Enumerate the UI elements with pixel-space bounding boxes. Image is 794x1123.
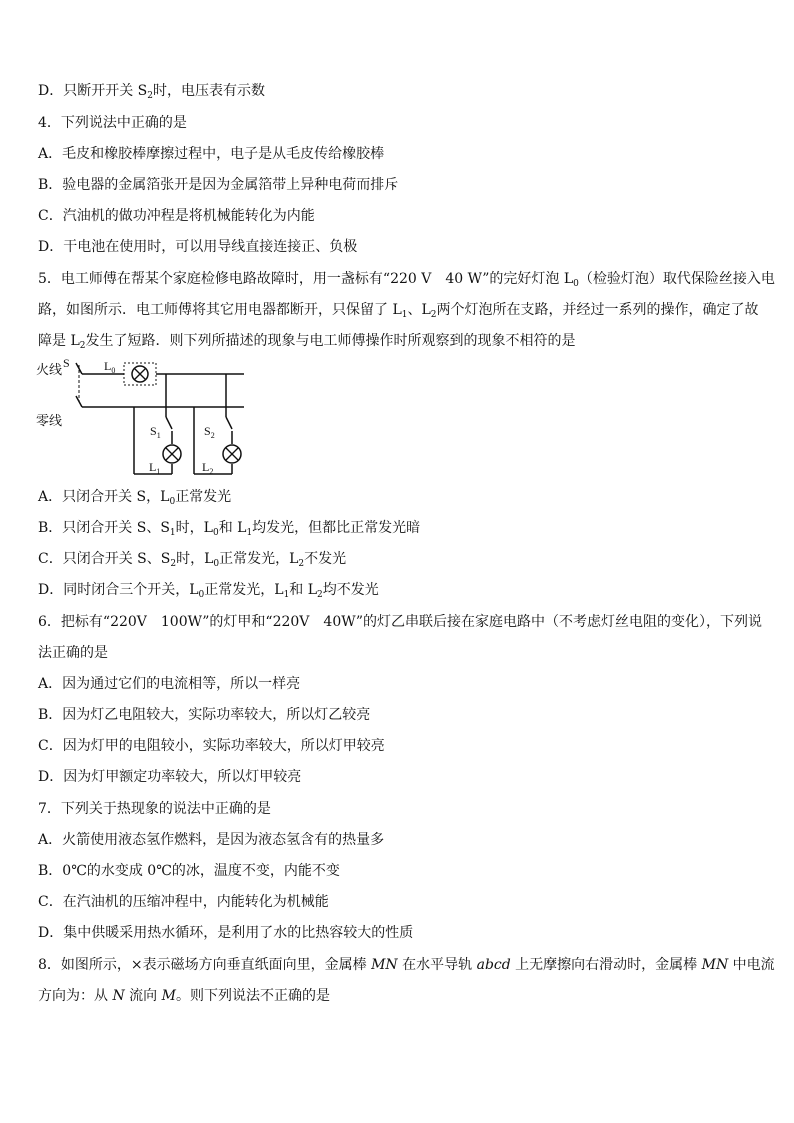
q7-option-c[interactable]: C．在汽油机的压缩冲程中，内能转化为机械能 xyxy=(38,894,329,910)
q5-option-c[interactable]: C．只闭合开关 S、$S_2$时，$L_0$正常发光，$L_2$不发光 xyxy=(38,551,347,569)
q4-option-b[interactable]: B．验电器的金属箔张开是因为金属箔带上异种电荷而排斥 xyxy=(38,177,399,193)
q7-option-a[interactable]: A．火箭使用液态氢作燃料，是因为液态氢含有的热量多 xyxy=(38,832,385,848)
main-switch-label: S xyxy=(63,356,70,370)
q5-stem-line3: 障是 $L_2$发生了短路．则下列所描述的现象与电工师傅操作时所观察到的现象不相符的是 xyxy=(38,333,576,351)
lamp-l0-label: $L_0$ xyxy=(104,359,116,375)
q5-stem-line1: 5．电工师傅在帮某个家庭检修电路故障时，用一盏标有“220 V 40 W”的完好灯泡 $L_0$（检验灯泡）取代保险丝接入电 xyxy=(38,271,775,289)
q4-option-c[interactable]: C．汽油机的做功冲程是将机械能转化为内能 xyxy=(38,208,315,224)
q5-stem-line2: 路，如图所示．电工师傅将其它用电器都断开，只保留了 $L_1$、$L_2$两个灯泡所在支路，并经过一系列的操作，确定了故 xyxy=(38,302,759,320)
q6-option-c[interactable]: C．因为灯甲的电阻较小，实际功率较大，所以灯甲较亮 xyxy=(38,738,385,754)
q7-option-b[interactable]: B．0℃的水变成 0℃的冰，温度不变，内能不变 xyxy=(38,863,340,879)
live-wire-label: 火线 xyxy=(36,362,63,377)
q6-option-d[interactable]: D．因为灯甲额定功率较大，所以灯甲较亮 xyxy=(38,769,302,785)
q4-option-d[interactable]: D．干电池在使用时，可以用导线直接连接正、负极 xyxy=(38,239,358,255)
lamp-l2-icon xyxy=(223,445,241,463)
q6-stem-line2: 法正确的是 xyxy=(38,645,108,661)
neutral-wire-label: 零线 xyxy=(36,413,63,428)
q6-option-a[interactable]: A．因为通过它们的电流相等，所以一样亮 xyxy=(38,676,301,692)
lamp-l1-icon xyxy=(163,445,181,463)
q4-stem: 4．下列说法中正确的是 xyxy=(38,115,187,131)
switch-s2-label: $S_2$ xyxy=(204,424,215,440)
q6-option-b[interactable]: B．因为灯乙电阻较大，实际功率较大，所以灯乙较亮 xyxy=(38,707,371,723)
q3-option-d[interactable]: D．只断开开关 $S_2$时，电压表有示数 xyxy=(38,83,265,101)
q4-option-a[interactable]: A．毛皮和橡胶棒摩擦过程中，电子是从毛皮传给橡胶棒 xyxy=(38,146,385,162)
circuit-diagram xyxy=(34,355,248,479)
q5-option-a[interactable]: A．只闭合开关 S，$L_0$正常发光 xyxy=(38,489,232,507)
q5-option-d[interactable]: D．同时闭合三个开关，$L_0$正常发光，$L_1$和 $L_2$均不发光 xyxy=(38,582,379,600)
lamp-l1-label: $L_1$ xyxy=(149,460,161,476)
switch-s1-label: $S_1$ xyxy=(150,424,161,440)
q7-option-d[interactable]: D．集中供暖采用热水循环，是利用了水的比热容较大的性质 xyxy=(38,925,414,941)
lamp-l0-icon xyxy=(132,366,148,382)
lamp-l2-label: $L_2$ xyxy=(202,460,214,476)
q8-stem-line1: 8．如图所示，×表示磁场方向垂直纸面向里，金属棒 MN 在水平导轨 abcd 上无摩擦向右滑动时，金属棒 MN 中电流 xyxy=(38,957,775,973)
q5-option-b[interactable]: B．只闭合开关 S、$S_1$时，$L_0$和 $L_1$均发光，但都比正常发光暗 xyxy=(38,520,421,538)
q8-stem-line2: 方向为：从 N 流向 M。则下列说法不正确的是 xyxy=(38,988,330,1004)
q6-stem-line1: 6．把标有“220V 100W”的灯甲和“220V 40W”的灯乙串联后接在家庭电路中（不考虑灯丝电阻的变化），下列说 xyxy=(38,614,763,630)
q7-stem: 7．下列关于热现象的说法中正确的是 xyxy=(38,801,271,817)
